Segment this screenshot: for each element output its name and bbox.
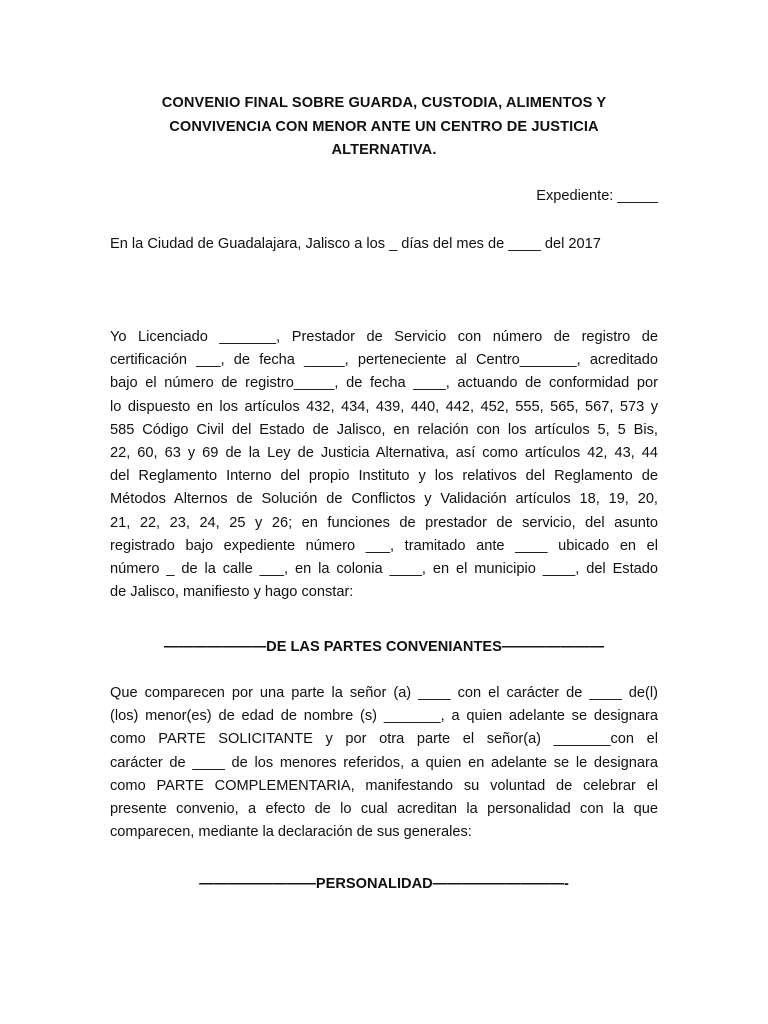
paragraph-line: como PARTE COMPLEMENTARIA, manifestando su voluntad de celebrar el bbox=[110, 777, 658, 794]
paragraph-line: como PARTE SOLICITANTE y por otra parte el señor(a) _______con el bbox=[110, 731, 658, 748]
paragraph-line: 22, 60, 63 y 69 de la Ley de Justicia Alternativa, así como artículos 42, 43, 44 bbox=[110, 444, 658, 461]
title-line: CONVENIO FINAL SOBRE GUARDA, CUSTODIA, ALIMENTOS Y bbox=[161, 95, 607, 111]
declaration-paragraph bbox=[110, 326, 658, 604]
paragraph-line: registrado bajo expediente número ___, tramitado ante ____ ubicado en el bbox=[110, 537, 658, 554]
paragraph-line: del Reglamento Interno del propio Instituto y los relativos del Reglamento de bbox=[110, 468, 658, 485]
paragraph-line: Métodos Alternos de Solución de Conflictos y Validación artículos 18, 19, 20, bbox=[110, 491, 658, 508]
document-title bbox=[110, 92, 658, 163]
paragraph-line: número _ de la calle ___, en la colonia ____, en el municipio ____, del Estado bbox=[110, 560, 658, 577]
paragraph-line: 585 Código Civil del Estado de Jalisco, en relación con los artículos 5, 5 Bis, bbox=[110, 421, 658, 438]
paragraph-line: certificación ___, de fecha _____, perteneciente al Centro_______, acreditado bbox=[110, 352, 658, 369]
paragraph-line: comparecen, mediante la declaración de sus generales: bbox=[110, 824, 472, 841]
paragraph-line: Que comparecen por una parte la señor (a) ____ con el carácter de ____ de(l) bbox=[110, 685, 658, 701]
paragraph-line: carácter de ____ de los menores referidos, a quien en adelante se le designara bbox=[110, 754, 658, 771]
paragraph-line: de Jalisco, manifiesto y hago constar: bbox=[110, 584, 354, 601]
title-line: CONVIVENCIA CON MENOR ANTE UN CENTRO DE JUSTICIA bbox=[169, 118, 599, 135]
city-date-line: En la Ciudad de Guadalajara, Jalisco a los _ días del mes de ____ del 2017 bbox=[110, 236, 601, 252]
expediente-field: Expediente: _____ bbox=[536, 188, 658, 204]
paragraph-line: 21, 22, 23, 24, 25 y 26; en funciones de prestador de servicio, del asunto bbox=[110, 514, 658, 531]
title-line: ALTERNATIVA. bbox=[331, 142, 437, 158]
section-heading-partes: ———————DE LAS PARTES CONVENIANTES——————— bbox=[164, 639, 604, 655]
paragraph-line: presente convenio, a efecto de lo cual acreditan la personalidad con la que bbox=[110, 800, 658, 817]
paragraph-line: bajo el número de registro_____, de fecha ____, actuando de conformidad por bbox=[110, 375, 658, 392]
paragraph-line: (los) menor(es) de edad de nombre (s) _______, a quien adelante se designara bbox=[110, 708, 658, 725]
section-heading-personalidad: ————————PERSONALIDAD—————————- bbox=[199, 876, 569, 892]
paragraph-line: lo dispuesto en los artículos 432, 434, 439, 440, 442, 452, 555, 565, 567, 573 y bbox=[110, 398, 658, 415]
paragraph-line: Yo Licenciado _______, Prestador de Servicio con número de registro de bbox=[110, 329, 658, 345]
parties-paragraph bbox=[110, 682, 658, 844]
